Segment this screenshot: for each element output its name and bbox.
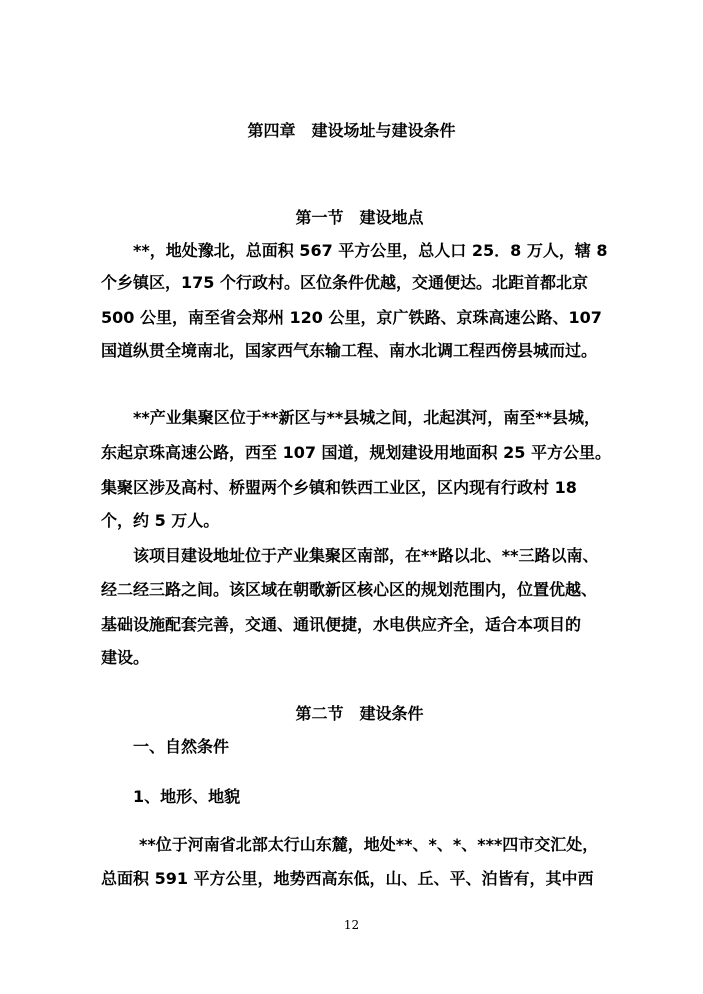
paragraph-line: **，地处豫北，总面积 567 平方公里，总人口 25．8 万人，辖 8 bbox=[133, 241, 608, 260]
subheading: 一、自然条件 bbox=[133, 737, 230, 756]
paragraph-line: 东起京珠高速公路，西至 107 国道，规划建设用地面积 25 平方公里。 bbox=[101, 443, 611, 462]
paragraph-line: 国道纵贯全境南北，国家西气东输工程、南水北调工程西傍县城而过。 bbox=[101, 341, 598, 360]
paragraph-line: 基础设施配套完善，交通、通讯便捷，水电供应齐全，适合本项目的 bbox=[101, 615, 582, 634]
page-number: 12 bbox=[343, 918, 360, 932]
section-title: 第一节 建设地点 bbox=[295, 208, 424, 227]
paragraph-line: **产业集聚区位于**新区与**县城之间，北起淇河，南至**县城， bbox=[133, 408, 600, 427]
paragraph-line: 建设。 bbox=[101, 648, 150, 667]
chapter-title: 第四章 建设场址与建设条件 bbox=[247, 121, 456, 140]
paragraph-line: 个乡镇区，175 个行政村。区位条件优越，交通便达。北距首都北京 bbox=[101, 273, 588, 292]
paragraph-line: 500 公里，南至省会郑州 120 公里，京广铁路、京珠高速公路、107 bbox=[101, 308, 602, 327]
paragraph-line: 总面积 591 平方公里，地势西高东低，山、丘、平、泊皆有，其中西 bbox=[101, 869, 594, 888]
paragraph-line: 该项目建设地址位于产业集聚区南部，在**路以北、**三路以南、 bbox=[133, 546, 599, 565]
paragraph-line: 个，约 5 万人。 bbox=[101, 511, 220, 530]
sub-subheading: 1、地形、地貌 bbox=[133, 787, 241, 806]
paragraph-line: **位于河南省北部太行山东麓，地处**、*、*、***四市交汇处， bbox=[139, 835, 599, 854]
paragraph-line: 集聚区涉及高村、桥盟两个乡镇和铁西工业区，区内现有行政村 18 bbox=[101, 478, 577, 497]
section-title: 第二节 建设条件 bbox=[295, 704, 424, 723]
paragraph-line: 经二经三路之间。该区域在朝歌新区核心区的规划范围内，位置优越、 bbox=[101, 580, 598, 599]
